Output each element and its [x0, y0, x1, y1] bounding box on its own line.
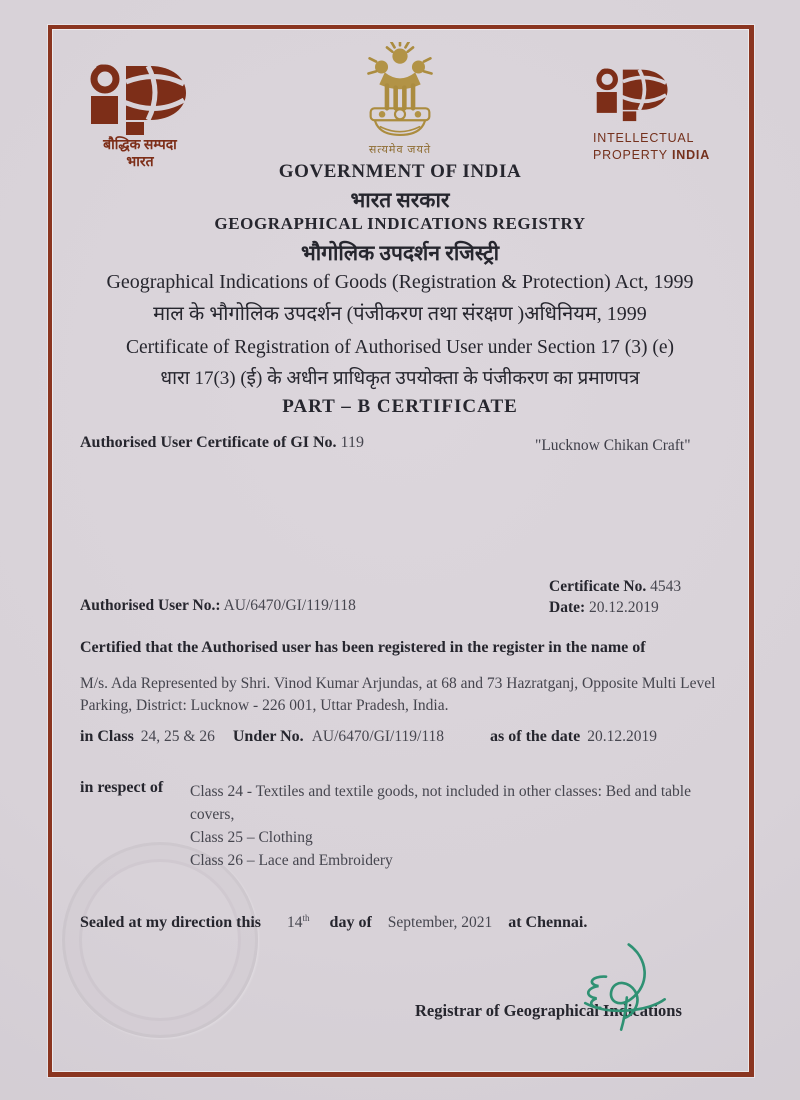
- registrar-signature: [572, 940, 676, 1036]
- date-value: 20.12.2019: [589, 599, 659, 616]
- registrar-title: Registrar of Geographical Indications: [415, 1001, 682, 1020]
- sealed-place: at Chennai.: [508, 914, 588, 932]
- date-line: [549, 599, 659, 617]
- goods-class-25: Class 25 – Clothing: [190, 828, 313, 846]
- asof-value: 20.12.2019: [587, 728, 657, 745]
- ashoka-emblem-icon: [345, 42, 455, 142]
- gi-number-label: Authorised User Certificate of GI No.: [80, 434, 337, 451]
- certificate-number-line: [549, 578, 681, 596]
- goods-class-24: Class 24 - Textiles and textile goods, not included in other classes: Bed and table covers,: [190, 783, 691, 823]
- authorised-user-number-line: [80, 597, 356, 615]
- under-number-value: AU/6470/GI/119/118: [311, 728, 445, 745]
- ip-india-wordmark-line2: PROPERTY INDIA: [593, 147, 711, 162]
- certificate-number-label: Certificate No.: [549, 578, 647, 595]
- date-label: Date:: [549, 599, 586, 616]
- certified-statement: Certified that the Authorised user has been registered in the register in the name of: [80, 639, 646, 656]
- ip-india-logo-right-icon: [593, 64, 675, 126]
- heading-gi-registry: GEOGRAPHICAL INDICATIONS REGISTRY: [214, 214, 586, 233]
- ip-india-wordmark: [593, 130, 763, 164]
- authorised-user-number-label: Authorised User No.:: [80, 597, 221, 614]
- class-label: in Class: [80, 728, 134, 745]
- gi-number-line: [80, 434, 364, 452]
- holder-details: M/s. Ada Represented by Shri. Vinod Kumar Arjundas, at 68 and 73 Hazratganj, Opposite Multi Level Parking, District: Lucknow - 226 001, Uttar Pradesh, India.: [80, 675, 716, 714]
- heading-act-hindi: माल के भौगोलिक उपदर्शन (पंजीकरण तथा संरक्षण )अधिनियम, 1999: [153, 303, 647, 325]
- in-respect-of-label: in respect of: [80, 779, 164, 796]
- heading-government-hindi: भारत सरकार: [350, 188, 450, 212]
- goods-class-26: Class 26 – Lace and Embroidery: [190, 851, 393, 869]
- ip-india-hindi-line2: भारत: [126, 154, 154, 170]
- sealed-prefix: Sealed at my direction this: [80, 914, 262, 932]
- gi-name: "Lucknow Chikan Craft": [535, 437, 691, 454]
- heading-certificate-section: Certificate of Registration of Authorised User under Section 17 (3) (e): [125, 337, 674, 358]
- emblem-motto: सत्यमेव जयते: [368, 144, 432, 156]
- heading-part-b: PART – B CERTIFICATE: [282, 396, 518, 417]
- class-value: 24, 25 & 26: [140, 728, 215, 745]
- heading-government-of-india: GOVERNMENT OF INDIA: [278, 161, 522, 182]
- class-registration-line: [80, 728, 657, 746]
- ip-india-logo-left-icon: [85, 64, 197, 136]
- sealed-day-ordinal: th: [302, 913, 310, 923]
- goods-classes-list: [190, 781, 710, 873]
- sealed-line: [80, 913, 587, 932]
- sealed-month: September, 2021: [387, 914, 493, 932]
- heading-certificate-section-hindi: धारा 17(3) (ई) के अधीन प्राधिकृत उपयोक्ता के पंजीकरण का प्रमाणपत्र: [160, 368, 640, 389]
- heading-gi-registry-hindi: भौगोलिक उपदर्शन रजिस्ट्री: [300, 241, 500, 265]
- ip-india-hindi-line1: बौद्धिक सम्पदा: [103, 138, 177, 153]
- sealed-day: 14th: [287, 913, 310, 932]
- asof-label: as of the date: [490, 728, 581, 745]
- heading-act: Geographical Indications of Goods (Registration & Protection) Act, 1999: [106, 271, 694, 293]
- under-number-label: Under No.: [232, 728, 304, 745]
- certificate-number-value: 4543: [650, 578, 682, 595]
- ip-india-wordmark-line1: INTELLECTUAL: [593, 131, 695, 145]
- authorised-user-number-value: AU/6470/GI/119/118: [223, 597, 356, 614]
- sealed-day-of-label: day of: [329, 914, 372, 932]
- gi-number-value: 119: [340, 434, 364, 451]
